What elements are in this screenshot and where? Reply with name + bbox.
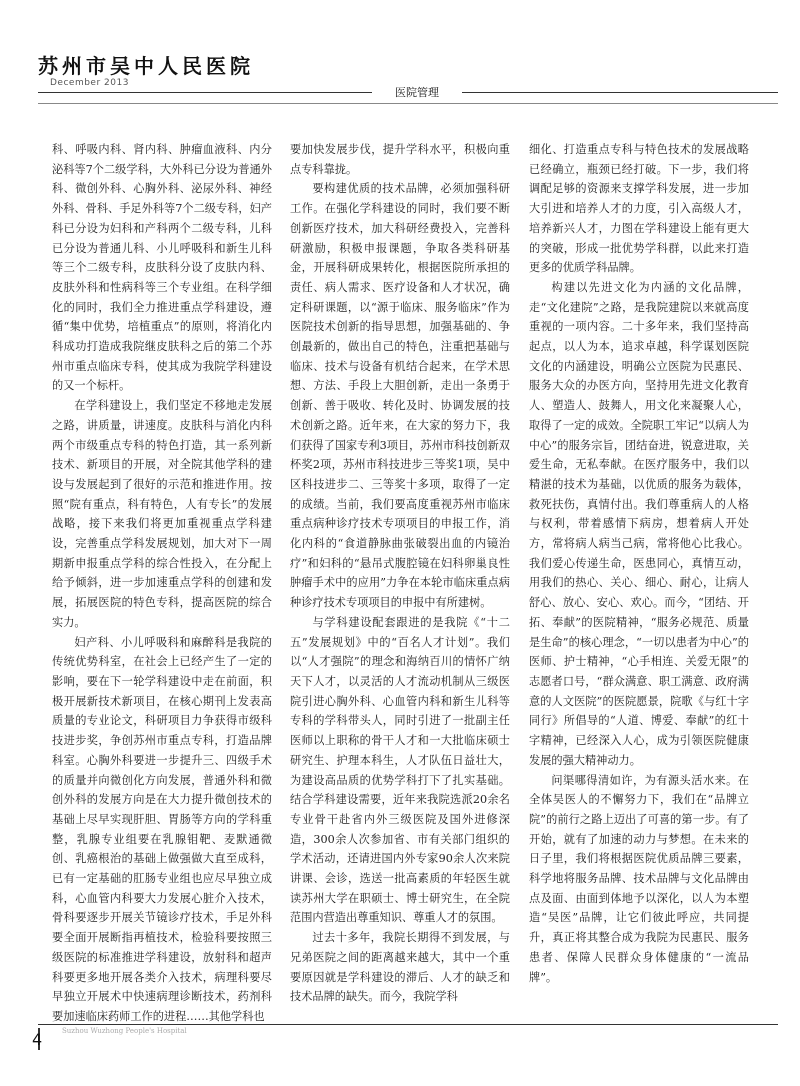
paragraph: 妇产科、小儿呼吸科和麻醉科是我院的传统优势科室，在社会上已经产生了一定的影响，要在下一轮学科建设中走在前面，积极开展新技术新项目，在核心期刊上发表高质量的专业论文，科研项目力争获得市级科技进步奖，争创苏州市重点专科，打造品牌科室。心胸外科要进一步提升三、四级手术的质量并向微创化方向发展，普通外科和微创外科的发展方向是在大力提升微创技术的基础上尽早实现肝胆、胃肠等方向的学科重整，乳腺专业组要在乳腺钼靶、麦默通微创、乳癌根治的基础上做强做大直至成科，已有一定基础的肛肠专业组也应尽早独立成科，心血管内科要大力发展心脏介入技术，骨科要逐步开展关节镜诊疗技术，手足外科要全面开展断指再植技术，检验科要按照三级医院的标准推进学科建设，放射科和超声科要更多地开展各类介入技术，病理科要尽早独立开展术中快速病理诊断技术，药剂科要加速临床药师工作的进程……其他学科也: [52, 635, 272, 1023]
text-column-3: [529, 140, 749, 987]
paragraph: 过去十多年，我院长期得不到发展，与兄弟医院之间的距离越来越大，其中一个重要原因就是学科建设的滞后、人才的缺乏和技术品牌的缺失。而今，我院学科: [290, 931, 510, 1004]
page-number: 4: [32, 1030, 43, 1049]
paragraph: 科、呼吸内科、肾内科、肿瘤血液科、内分泌科等7个二级学科，大外科已分设为普通外科、微创外科、心胸外科、泌尿外科、神经外科、骨科、手足外科等7个二级专科，妇产科已分设为妇科和产科两个二级专科，儿科已分设为普通儿科、小儿呼吸科和新生儿科等三个二级专科，皮肤科分设了皮肤内科、皮肤外科和性病科等三个专业组。在科学细化的同时，我们全力推进重点学科建设，遵循“集中优势，培植重点”的原则，将消化内科成功打造成我院继皮肤科之后的第二个苏州市重点临床专科，使其成为我院学科建设的又一个标杆。: [52, 143, 272, 393]
header-rule-lower: [38, 103, 778, 104]
footer-rule: [38, 1024, 778, 1025]
paragraph: 要构建优质的技术品牌，必须加强科研工作。在强化学科建设的同时，我们要不断创新医疗技术，加大科研经费投入，完善科研激励，积极申报课题，争取各类科研基金，开展科研成果转化，根据医院所承担的责任、病人需求、医疗设备和人才状况，确定科研课题，以“源于临床、服务临床”作为医院技术创新的指导思想，加强基础的、争创最新的，做出自己的特色，注重把基础与临床、技术与设备有机结合起来，在学术思想、方法、手段上大胆创新，走出一条勇于创新、善于吸收、转化及时、协调发展的技术创新之路。近年来，在大家的努力下，我们获得了国家专利3项目，苏州市科技创新双杯奖2项，苏州市科技进步三等奖1项，吴中区科技进步二、三等奖十多项，取得了一定的成绩。当前，我们要高度重视苏州市临床重点病种诊疗技术专项项目的申报工作，消化内科的“食道静脉曲张破裂出血的内镜治疗”和妇科的“悬吊式腹腔镜在妇科卵巢良性肿瘤手术中的应用”力争在本轮市临床重点病种诊疗技术专项项目的申报中有所建树。: [290, 182, 510, 610]
masthead: 苏州市吴中人民医院: [38, 54, 254, 78]
paragraph: 细化、打造重点专科与特色技术的发展战略已经确立，瓶颈已经打破。下一步，我们将调配足够的资源来支撑学科发展，进一步加大引进和培养人才的力度，引入高级人才，培养新兴人才，力图在学科建设上能有更大的突破，形成一批优势学科群，以此来打造更多的优质学科品牌。: [529, 143, 749, 275]
text-column-1: [52, 140, 272, 1027]
paragraph: 要加快发展步伐，提升学科水平，积极向重点专科靠拢。: [290, 143, 510, 176]
paragraph: 在学科建设上，我们坚定不移地走发展之路，讲质量，讲速度。皮肤科与消化内科两个市级重点专科的特色打造，其一系列新技术、新项目的开展，对全院其他学科的建设与发展起到了很好的示范和推进作用。按照“院有重点，科有特色，人有专长”的发展战略，接下来我们将更加重视重点学科建设，完善重点学科发展规划，加大对下一周期新申报重点学科的综合性投入，在分配上给予倾斜，进一步加速重点学科的创建和发展，拓展医院的特色专科，提高医院的综合实力。: [52, 399, 272, 629]
paragraph: 构建以先进文化为内涵的文化品牌，走“文化建院”之路，是我院建院以来就高度重视的一项内容。二十多年来，我们坚持高起点，以人为本，追求卓越，科学谋划医院文化的内涵建设，明确公立医院为民惠民、服务大众的办医方向，坚持用先进文化教育人、塑造人、鼓舞人，用文化来凝聚人心，取得了一定的成效。全院职工牢记“以病人为中心”的服务宗旨，团结奋进，锐意进取，关爱生命，无私奉献。在医疗服务中，我们以精湛的技术为基础，以优质的服务为载体，救死扶伤，真情付出。我们尊重病人的人格与权利，带着感情下病房，想着病人开处方，常将病人病当己病，常将他心比我心。我们爱心传递生命，医患同心，真情互动，用我们的热心、关心、细心、耐心，让病人舒心、放心、安心、欢心。而今，“团结、开拓、奉献”的医院精神，“服务必规范、质量是生命”的核心理念，“一切以患者为中心”的医师、护士精神，“心手相连、关爱无限”的志愿者口号，“群众满意、职工满意、政府满意的人文医院”的医院愿景，院歌《与红十字同行》所倡导的“人道、博爱、奉献”的红十字精神，已经深入人心，成为引领医院健康发展的强大精神动力。: [529, 280, 749, 767]
text-column-2: [290, 140, 510, 1007]
section-title: 医院管理: [372, 83, 462, 101]
journal-name-en: Suzhou Wuzhong People's Hospital: [62, 1027, 187, 1035]
paragraph: 问渠哪得清如许，为有源头活水来。在全体吴医人的不懈努力下，我们在“品牌立院”的前行之路上迈出了可喜的第一步。有了开始，就有了加速的动力与梦想。在未来的日子里，我们将根据医院优质品牌三要素，科学地将服务品牌、技术品牌与文化品牌由点及面、由面到体地予以深化，以人为本塑造“吴医”品牌，让它们彼此呼应，共同提升，真正将其整合成为我院为民惠民、服务患者、保障人民群众身体健康的“一流品牌”。: [529, 773, 749, 984]
issue-date: December 2013: [50, 78, 129, 88]
paragraph: 与学科建设配套跟进的是我院《“十二五”发展规划》中的“百名人才计划”。我们以“人才强院”的理念和海纳百川的情怀广纳天下人才，以灵活的人才流动机制从三级医院引进心胸外科、心血管内科和新生儿科等专科的学科带头人，同时引进了一批副主任医师以上职称的骨干人才和一大批临床硕士研究生、护理本科生，人才队伍日益壮大，为建设高品质的优势学科打下了扎实基础。结合学科建设需要，近年来我院选派20余名专业骨干赴省内外三级医院及国外进修深造，300余人次参加省、市有关部门组织的学术活动，还请进国内外专家90余人次来院讲课、会诊，选送一批高素质的年轻医生就读苏州大学在职硕士、博士研究生，在全院范围内营造出尊重知识、尊重人才的氛围。: [290, 615, 510, 925]
